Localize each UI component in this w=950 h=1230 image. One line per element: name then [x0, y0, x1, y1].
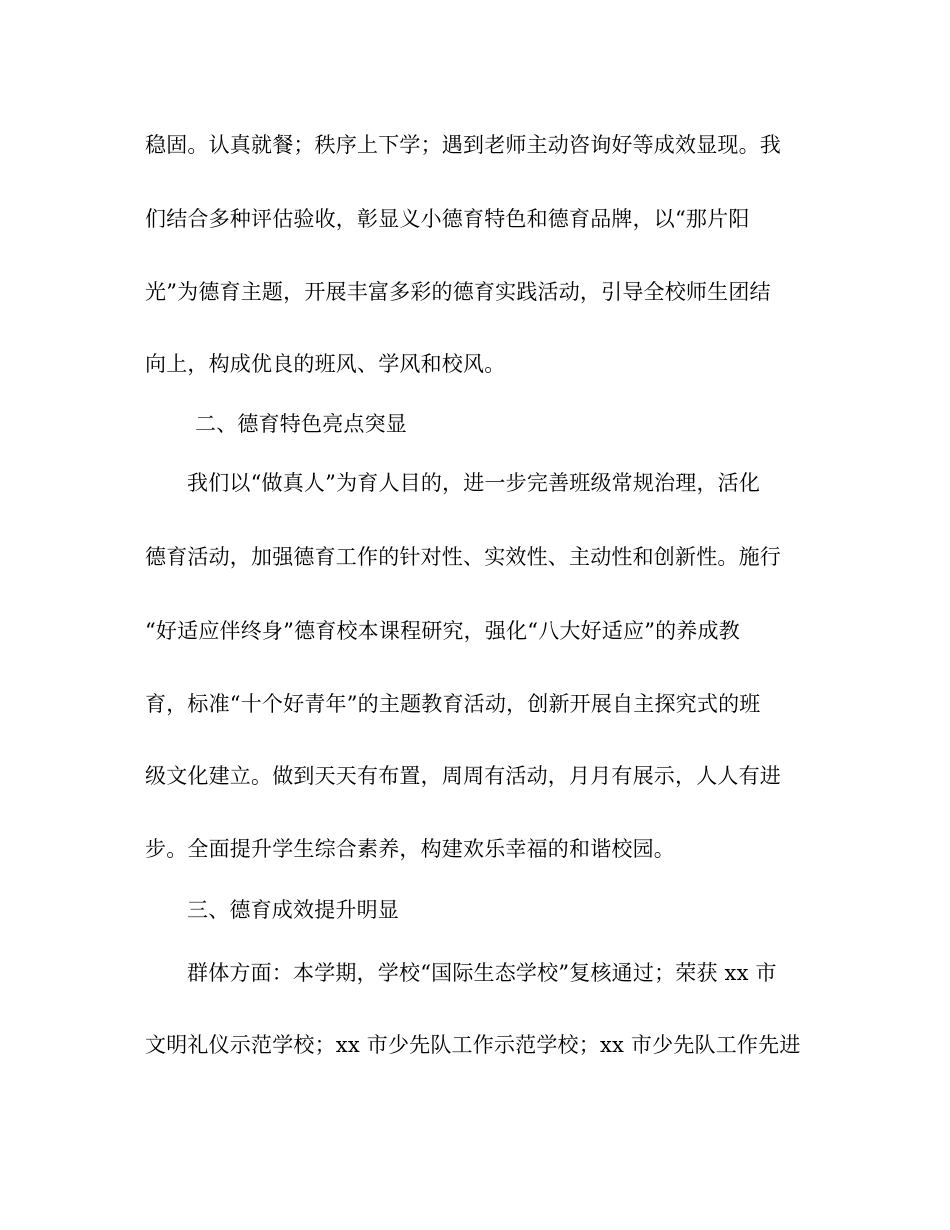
paragraph-1-line-4: 向上，构成优良的班风、学风和校风。: [145, 352, 506, 376]
paragraph-1-line-3: 光”为德育主题，开展丰富多彩的德育实践活动，引导全校师生团结: [145, 280, 771, 304]
paragraph-1-line-2: 们结合多种评估验收，彰显义小德育特色和德育品牌，以“那片阳: [145, 207, 750, 231]
section-heading-2: 二、德育特色亮点突显: [195, 412, 407, 436]
paragraph-3-line-1: 群体方面：本学期，学校“国际生态学校”复核通过；荣获 xx 市: [187, 961, 777, 985]
paragraph-3-line-2: 文明礼仪示范学校；xx 市少先队工作示范学校；xx 市少先队工作先进: [145, 1033, 801, 1057]
paragraph-2-line-5: 级文化建立。做到天天有布置，周周有活动，月月有展示，人人有进: [145, 764, 781, 788]
paragraph-2-line-6: 步。全面提升学生综合素养，构建欢乐幸福的和谐校园。: [145, 837, 675, 861]
paragraph-2-line-2: 德育活动，加强德育工作的针对性、实效性、主动性和创新性。施行: [145, 545, 781, 569]
paragraph-2-line-1: 我们以“做真人”为育人目的，进一步完善班级常规治理，活化: [187, 471, 761, 495]
paragraph-2-line-3: “好适应伴终身”德育校本课程研究，强化“八大好适应”的养成教: [145, 619, 740, 643]
paragraph-2-line-4: 育，标准“十个好青年”的主题教育活动，创新开展自主探究式的班: [145, 692, 761, 716]
section-heading-3: 三、德育成效提升明显: [187, 898, 399, 922]
paragraph-1-line-1: 稳固。认真就餐；秩序上下学；遇到老师主动咨询好等成效显现。我: [145, 133, 781, 157]
